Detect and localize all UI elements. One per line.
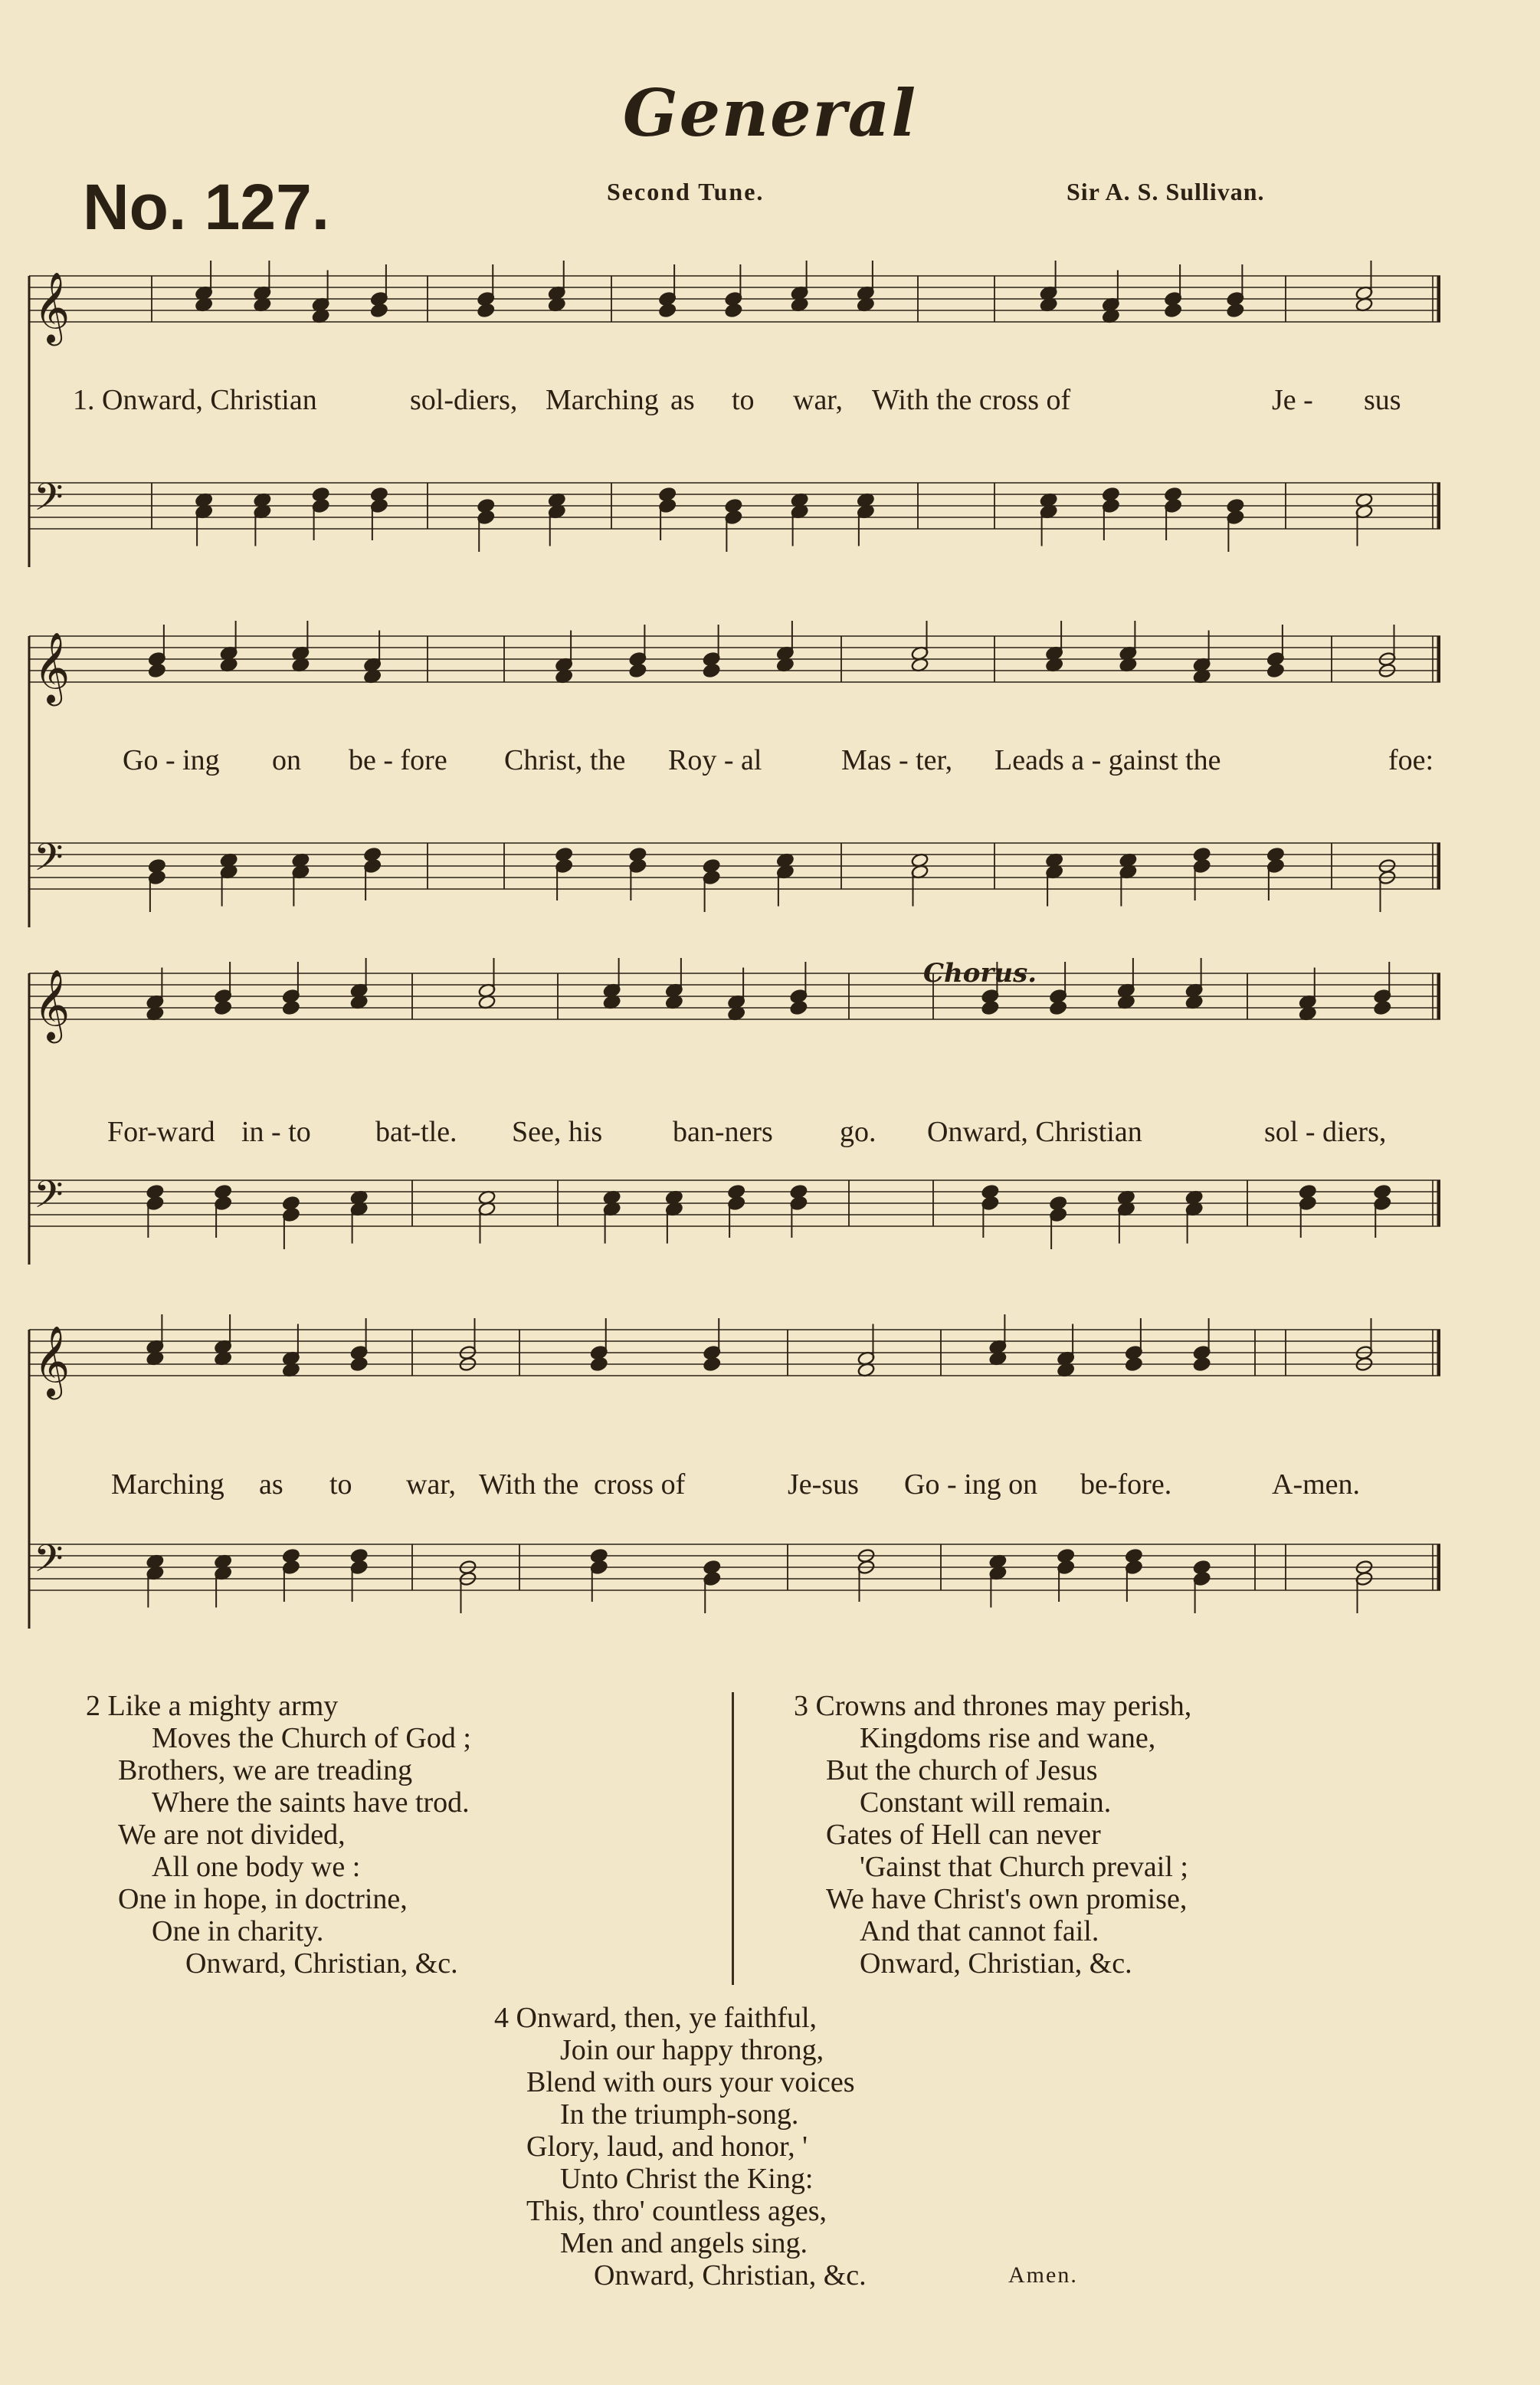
- verse-line: In the triumph-song.: [560, 2098, 799, 2131]
- bass-clef-icon: 𝄢: [34, 1173, 64, 1226]
- lyric-word: Je -: [1272, 384, 1313, 416]
- lyric-word: as: [670, 384, 695, 416]
- note-head: [658, 303, 677, 318]
- note-head: [1227, 303, 1245, 318]
- lyric-word: Marching: [111, 1468, 224, 1501]
- score-system-2: [15, 621, 1440, 943]
- treble-clef-icon: 𝄞: [34, 271, 70, 343]
- note-head: [1373, 1000, 1391, 1015]
- verse-line: But the church of Jesus: [826, 1754, 1098, 1786]
- note-head: [790, 1000, 808, 1015]
- note-head: [629, 663, 647, 678]
- section-title: General: [622, 75, 918, 151]
- verse-line: We have Christ's own promise,: [826, 1883, 1188, 1915]
- verse-line: One in charity.: [152, 1915, 324, 1947]
- music-system-3: [15, 958, 1440, 1280]
- composer: Sir A. S. Sullivan.: [1067, 178, 1265, 205]
- lyric-word: A-men.: [1272, 1468, 1361, 1501]
- verse-line: 4 Onward, then, ye faithful,: [494, 2002, 818, 2034]
- verse-line: Where the saints have trod.: [152, 1786, 470, 1819]
- lyric-word: sol - diers,: [1264, 1116, 1387, 1148]
- amen-label: Amen.: [1008, 2262, 1078, 2288]
- bass-clef-icon: 𝄢: [34, 1537, 64, 1590]
- lyric-word: in - to: [241, 1116, 311, 1148]
- verse-3: [794, 1690, 1191, 1980]
- lyric-word: Go - ing: [123, 744, 220, 776]
- verse-line: Constant will remain.: [860, 1786, 1112, 1819]
- note-head: [1164, 303, 1182, 318]
- lyric-word: go.: [840, 1116, 876, 1148]
- lyric-word: on: [272, 744, 301, 776]
- note-head: [1193, 1357, 1211, 1372]
- lyric-word: Je-sus: [788, 1468, 859, 1501]
- lyric-word: For-ward: [107, 1116, 215, 1148]
- verse-line: Join our happy throng,: [560, 2034, 824, 2066]
- lyric-word: war,: [793, 384, 843, 416]
- music-system-2: [15, 621, 1440, 943]
- verse-line: We are not divided,: [118, 1819, 346, 1851]
- lyric-word: With the cross of: [872, 384, 1071, 416]
- lyric-word: war,: [406, 1468, 456, 1501]
- music-system-4: [15, 1314, 1440, 1652]
- verse-line: Onward, Christian, &c.: [860, 1947, 1132, 1980]
- note-head: [214, 1000, 232, 1015]
- note-head: [703, 663, 721, 678]
- note-head: [1049, 1000, 1067, 1015]
- verse-line: All one body we :: [152, 1851, 361, 1883]
- lyric-word: to: [732, 384, 755, 416]
- note-head: [148, 663, 166, 678]
- lyric-word: Leads a - gainst the: [994, 744, 1221, 776]
- lyric-word: bat-tle.: [375, 1116, 457, 1148]
- lyric-word: be - fore: [349, 744, 447, 776]
- lyric-word: sus: [1364, 384, 1401, 416]
- lyric-word: Marching: [546, 384, 659, 416]
- verse-line: Kingdoms rise and wane,: [860, 1722, 1156, 1754]
- note-head: [981, 1000, 1000, 1015]
- verse-line: Onward, Christian, &c.: [594, 2259, 867, 2292]
- verse-line: Onward, Christian, &c.: [185, 1947, 458, 1980]
- note-head: [1266, 663, 1285, 678]
- lyric-word: to: [329, 1468, 352, 1501]
- score-system-1: [15, 261, 1440, 582]
- lyric-word: 1. Onward, Christian: [73, 384, 317, 416]
- lyric-word: Christ, the: [504, 744, 626, 776]
- bass-clef-icon: 𝄢: [34, 835, 64, 889]
- lyric-word: Go - ing on: [904, 1468, 1038, 1501]
- lyric-word: as: [259, 1468, 283, 1501]
- hymn-number: No. 127.: [83, 171, 330, 243]
- note-head: [370, 303, 388, 318]
- bass-clef-icon: 𝄢: [34, 475, 64, 529]
- lyric-word: Onward, Christian: [927, 1116, 1142, 1148]
- lyric-word: foe:: [1388, 744, 1434, 776]
- lyric-word: be-fore.: [1080, 1468, 1172, 1501]
- verse-line: 2 Like a mighty army: [86, 1690, 339, 1722]
- lyric-word: ban-ners: [673, 1116, 773, 1148]
- verse-line: Blend with ours your voices: [526, 2066, 855, 2098]
- note-head: [725, 303, 743, 318]
- verse-line: This, thro' countless ages,: [526, 2195, 827, 2227]
- score-system-4: [15, 1314, 1440, 1652]
- verse-divider: [732, 1692, 734, 1985]
- verse-line: And that cannot fail.: [860, 1915, 1099, 1947]
- verse-line: One in hope, in doctrine,: [118, 1883, 408, 1915]
- note-head: [282, 1000, 300, 1015]
- note-head: [350, 1357, 369, 1372]
- verse-line: Gates of Hell can never: [826, 1819, 1101, 1851]
- verse-line: Unto Christ the King:: [560, 2163, 814, 2195]
- note-head: [1125, 1357, 1143, 1372]
- verse-line: Moves the Church of God ;: [152, 1722, 471, 1754]
- verse-2: [86, 1690, 471, 1980]
- music-system-1: [15, 261, 1440, 582]
- lyric-word: With the: [479, 1468, 579, 1501]
- chorus-label: Chorus.: [923, 958, 1037, 989]
- lyric-word: Mas - ter,: [841, 744, 953, 776]
- treble-clef-icon: 𝄞: [34, 969, 70, 1040]
- verse-line: Glory, laud, and honor, ': [526, 2131, 808, 2163]
- tune-name: Second Tune.: [607, 178, 765, 205]
- verse-4: [494, 2002, 867, 2292]
- note-head: [590, 1357, 608, 1372]
- lyric-word: Roy - al: [668, 744, 762, 776]
- verse-line: 'Gainst that Church prevail ;: [860, 1851, 1188, 1883]
- treble-clef-icon: 𝄞: [34, 1325, 70, 1396]
- verse-line: Brothers, we are treading: [118, 1754, 413, 1786]
- treble-clef-icon: 𝄞: [34, 632, 70, 703]
- lyric-word: See, his: [512, 1116, 603, 1148]
- lyric-word: sol-diers,: [410, 384, 518, 416]
- verse-line: 3 Crowns and thrones may perish,: [794, 1690, 1192, 1722]
- verse-line: Men and angels sing.: [560, 2227, 808, 2259]
- note-head: [703, 1357, 721, 1372]
- lyric-word: cross of: [594, 1468, 686, 1501]
- note-head: [477, 303, 495, 318]
